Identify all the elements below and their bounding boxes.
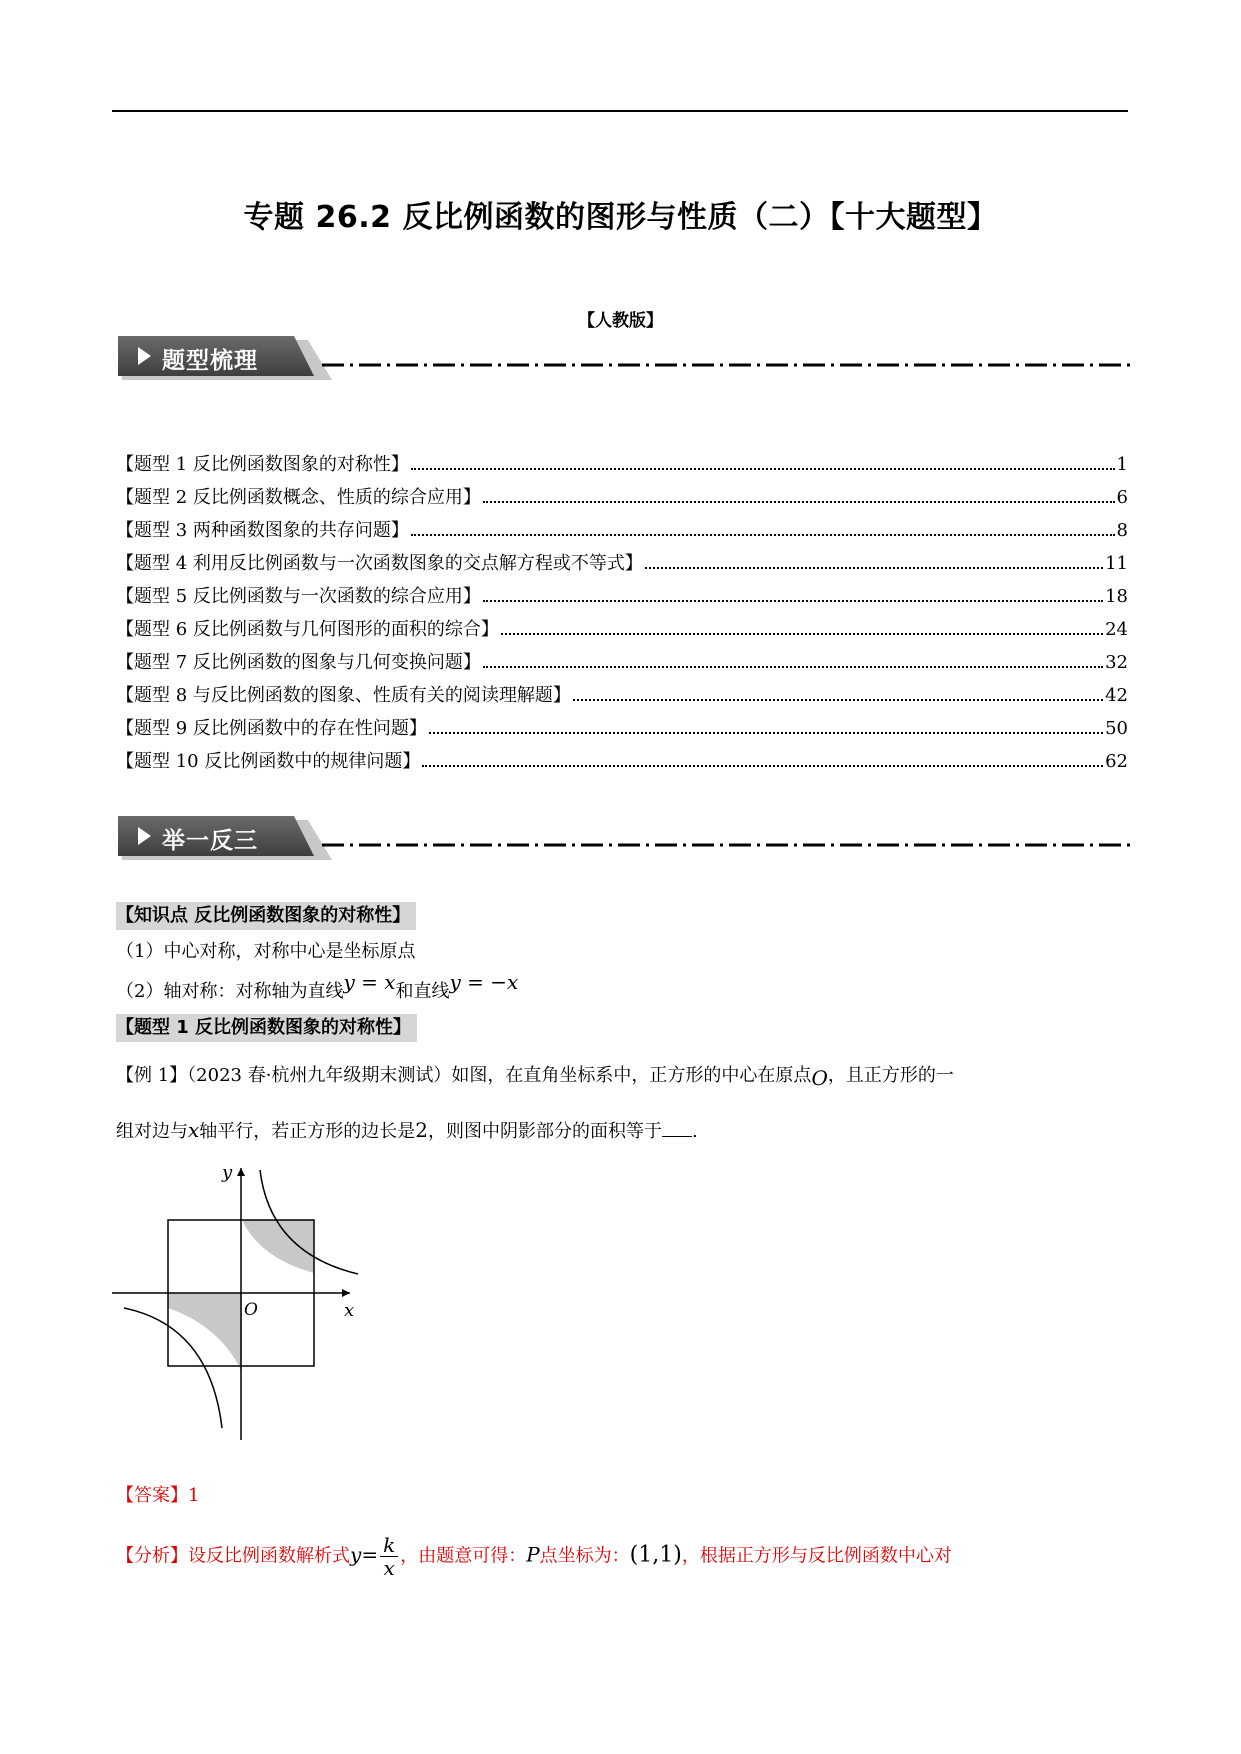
toc-item[interactable] bbox=[116, 448, 1128, 481]
toc-page: 6 bbox=[1116, 487, 1128, 508]
x-axis-arrow-icon bbox=[342, 1289, 350, 1297]
toc-item[interactable] bbox=[116, 580, 1128, 613]
shaded-region-top-right bbox=[242, 1220, 314, 1273]
toc-page: 8 bbox=[1116, 520, 1128, 541]
toc-leader bbox=[411, 514, 1115, 536]
toc-leader bbox=[501, 613, 1103, 635]
shaded-region-bottom-left bbox=[168, 1293, 242, 1372]
type1-heading: 【题型 1 反比例函数图象的对称性】 bbox=[116, 1014, 417, 1042]
answer-blank bbox=[662, 1118, 692, 1137]
toc-leader bbox=[483, 580, 1103, 602]
point-coordinate: (1,1) bbox=[629, 1542, 682, 1568]
fraction-k-over-x bbox=[380, 1534, 398, 1579]
toc-page: 50 bbox=[1105, 718, 1128, 739]
toc-item[interactable] bbox=[116, 547, 1128, 580]
toc-leader bbox=[483, 646, 1103, 668]
example1-line-2 bbox=[116, 1116, 1126, 1146]
var-p: P bbox=[526, 1542, 540, 1567]
toc-leader bbox=[422, 745, 1103, 767]
var-x: x bbox=[188, 1118, 200, 1142]
example-text: 组对边与 bbox=[116, 1121, 188, 1142]
toc-page: 62 bbox=[1105, 751, 1128, 772]
toc-page: 32 bbox=[1105, 652, 1128, 673]
toc-item[interactable] bbox=[116, 745, 1128, 778]
play-arrow-icon bbox=[138, 347, 151, 365]
examples-section-banner bbox=[118, 816, 1130, 856]
toc-leader bbox=[573, 679, 1103, 701]
table-of-contents bbox=[116, 448, 1128, 778]
example-text: ，则图中阴影部分的面积等于 bbox=[428, 1121, 663, 1142]
top-rule bbox=[112, 110, 1128, 112]
banner-title: 举一反三 bbox=[162, 828, 258, 854]
toc-label: 【题型 10 反比例函数中的规律问题】 bbox=[116, 751, 421, 772]
toc-leader bbox=[483, 481, 1115, 503]
knowledge-line-1: （1）中心对称，对称中心是坐标原点 bbox=[116, 941, 416, 962]
answer-value: 1 bbox=[188, 1485, 200, 1506]
toc-label: 【题型 9 反比例函数中的存在性问题】 bbox=[116, 718, 427, 739]
answer-tag: 【答案】 bbox=[116, 1485, 188, 1506]
toc-item[interactable] bbox=[116, 481, 1128, 514]
knowledge-heading: 【知识点 反比例函数图象的对称性】 bbox=[116, 902, 416, 930]
toc-leader bbox=[429, 712, 1103, 734]
formula-lhs: y bbox=[350, 1542, 362, 1567]
answer-line bbox=[116, 1482, 199, 1510]
toc-item[interactable] bbox=[116, 514, 1128, 547]
toc-label: 【题型 3 两种函数图象的共存问题】 bbox=[116, 520, 409, 541]
dash-dot-line bbox=[322, 842, 1130, 848]
example-text: . bbox=[692, 1121, 698, 1142]
toc-label: 【题型 7 反比例函数的图象与几何变换问题】 bbox=[116, 652, 481, 673]
toc-label: 【题型 8 与反比例函数的图象、性质有关的阅读理解题】 bbox=[116, 685, 571, 706]
square-hyperbola-figure bbox=[110, 1158, 370, 1440]
toc-leader bbox=[411, 448, 1115, 470]
side-length: 2 bbox=[415, 1118, 429, 1142]
fraction-denominator: x bbox=[383, 1556, 395, 1580]
analysis-tag: 【分析】 bbox=[116, 1545, 188, 1567]
analysis-line: 【分析】设反比例函数解析式y= $\frac{k}{x}$ ，由题意可得：P点坐标为：(1,1)，根据正方形与反比例函数中心对 bbox=[116, 1533, 952, 1580]
example1-line-1 bbox=[116, 1060, 1126, 1090]
toc-page: 11 bbox=[1105, 553, 1128, 574]
analysis-text: 设反比例函数解析式 bbox=[188, 1545, 350, 1567]
toc-section-banner bbox=[118, 336, 1130, 376]
toc-label: 【题型 6 反比例函数与几何图形的面积的综合】 bbox=[116, 619, 499, 640]
knowledge-text: （2）轴对称：对称轴为直线 bbox=[116, 981, 344, 1002]
toc-item[interactable] bbox=[116, 613, 1128, 646]
equation-y-eq-neg-x: y = −x bbox=[449, 970, 519, 994]
y-axis-label: y bbox=[222, 1162, 233, 1183]
toc-item[interactable] bbox=[116, 646, 1128, 679]
example-text: 【例 1】（2023 春·杭州九年级期末测试）如图，在直角坐标系中，正方形的中心在原点 bbox=[116, 1065, 812, 1086]
toc-leader bbox=[645, 547, 1103, 569]
fraction-numerator: k bbox=[380, 1534, 398, 1557]
toc-item[interactable] bbox=[116, 679, 1128, 712]
analysis-text: ，根据正方形与反比例函数中心对 bbox=[681, 1545, 952, 1567]
toc-label: 【题型 4 利用反比例函数与一次函数图象的交点解方程或不等式】 bbox=[116, 553, 643, 574]
toc-page: 18 bbox=[1105, 586, 1128, 607]
x-axis-label: x bbox=[344, 1300, 355, 1321]
toc-label: 【题型 5 反比例函数与一次函数的综合应用】 bbox=[116, 586, 481, 607]
toc-page: 1 bbox=[1116, 454, 1128, 475]
toc-label: 【题型 1 反比例函数图象的对称性】 bbox=[116, 454, 409, 475]
y-axis-arrow-icon bbox=[237, 1168, 245, 1176]
toc-label: 【题型 2 反比例函数概念、性质的综合应用】 bbox=[116, 487, 481, 508]
var-o: O bbox=[811, 1066, 828, 1090]
origin-label: O bbox=[244, 1300, 258, 1320]
banner-title: 题型梳理 bbox=[162, 348, 258, 374]
dash-dot-line bbox=[322, 362, 1130, 368]
example-text: ，且正方形的一 bbox=[827, 1065, 954, 1086]
analysis-text: ，由题意可得： bbox=[400, 1545, 527, 1567]
analysis-text: 点坐标为： bbox=[539, 1545, 630, 1567]
toc-page: 24 bbox=[1105, 619, 1128, 640]
page-title: 专题 26.2 反比例函数的图形与性质（二）【十大题型】 bbox=[243, 200, 998, 235]
equation-y-eq-x: y = x bbox=[343, 970, 396, 994]
example-text: 轴平行，若正方形的边长是 bbox=[199, 1121, 416, 1142]
toc-item[interactable] bbox=[116, 712, 1128, 745]
knowledge-text: 和直线 bbox=[395, 981, 450, 1002]
toc-page: 42 bbox=[1105, 685, 1128, 706]
knowledge-line-2 bbox=[116, 970, 519, 1006]
edition-label: 【人教版】 bbox=[578, 311, 663, 331]
play-arrow-icon bbox=[138, 827, 151, 845]
